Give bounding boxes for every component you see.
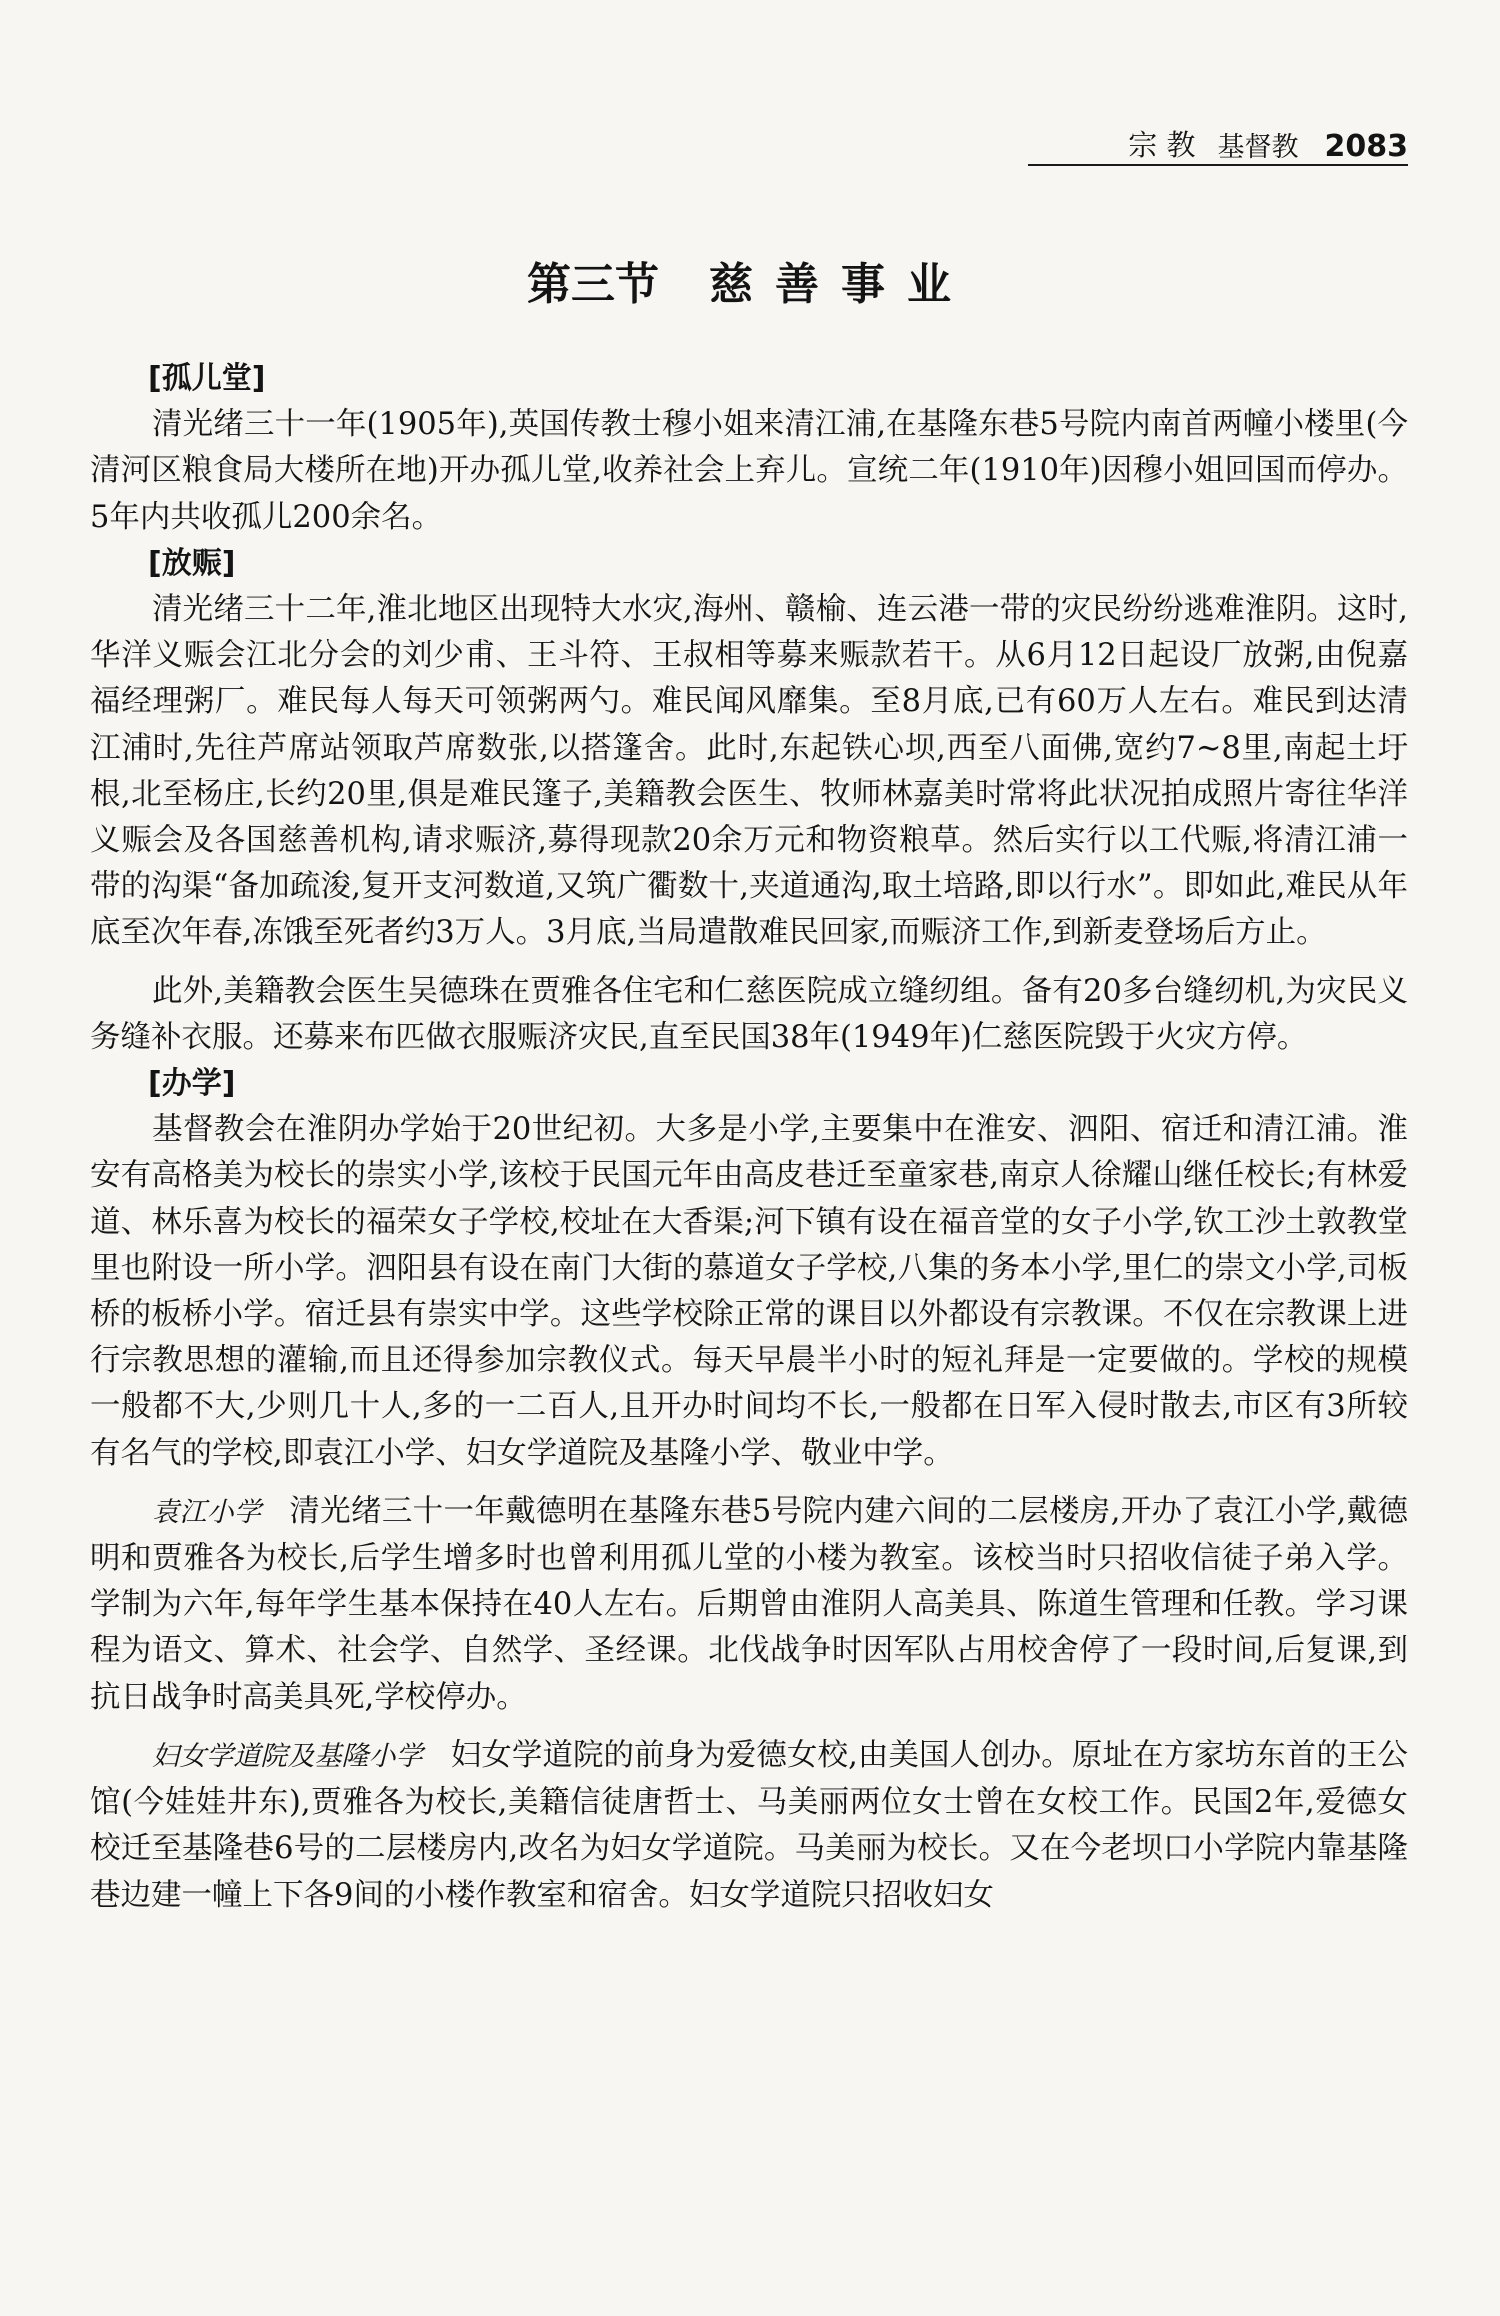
paragraph-schools-1: 基督教会在淮阴办学始于20世纪初。大多是小学,主要集中在淮安、泗阳、宿迁和清江浦。淮安有高格美为校长的崇实小学,该校于民国元年由高皮巷迁至童家巷,南京人徐耀山继任校长;有林爱道、林乐喜为校长的福荣女子学校,校址在大香渠;河下镇有设在福音堂的女子小学,钦工沙土敦教堂里也附设一所小学。泗阳县有设在南门大街的慕道女子学校,八集的务本小学,里仁的崇文小学,司板桥的板桥小学。宿迁县有崇实中学。这些学校除正常的课目以外都设有宗教课。不仅在宗教课上进行宗教思想的灌输,而且还得参加宗教仪式。每天早晨半小时的短礼拜是一定要做的。学校的规模一般都不大,少则几十人,多的一二百人,且开办时间均不长,一般都在日军入侵时散去,市区有3所较有名气的学校,即袁江小学、妇女学道院及基隆小学、敬业中学。: [90, 1112, 1408, 1471]
section-number: 第三节: [527, 259, 659, 310]
running-head-section: 宗 教: [1128, 128, 1196, 162]
paragraph-relief-1: 清光绪三十二年,淮北地区出现特大水灾,海州、赣榆、连云港一带的灾民纷纷逃难淮阴。这时,华洋义赈会江北分会的刘少甫、王斗符、王叔相等募来赈款若干。从6月12日起设厂放粥,由倪嘉福经理粥厂。难民每人每天可领粥两勺。难民闻风靡集。至8月底,已有60万人左右。难民到达清江浦时,先往芦席站领取芦席数张,以搭篷舍。此时,东起铁心坝,西至八面佛,宽约7~8里,南起土圩根,北至杨庄,长约20里,俱是难民篷子,美籍教会医生、牧师林嘉美时常将此状况拍成照片寄往华洋义赈会及各国慈善机构,请求赈济,募得现款20余万元和物资粮草。然后实行以工代赈,将清江浦一带的沟渠“备加疏浚,复开支河数道,又筑广衢数十,夹道通沟,取土培路,即以行水”。即如此,难民从年底至次年春,冻饿至死者约3万人。3月底,当局遣散难民回家,而赈济工作,到新麦登场后方止。: [90, 592, 1408, 951]
paragraph-orphanage: 清光绪三十一年(1905年),英国传教士穆小姐来清江浦,在基隆东巷5号院内南首两幢小楼里(今清河区粮食局大楼所在地)开办孤儿堂,收养社会上弃儿。宣统二年(1910年)因穆小姐回国而停办。5年内共收孤儿200余名。: [90, 407, 1408, 535]
page-number: 2083: [1324, 129, 1408, 164]
runin-yuanjiang-school: 袁江小学: [152, 1496, 262, 1528]
paragraph-womens-school: [90, 1733, 1408, 1919]
text-womens-school: 妇女学道院的前身为爱德女校,由美国人创办。原址在方家坊东首的王公馆(今娃娃井东),贾雅各为校长,美籍信徒唐哲士、马美丽两位女士曾在女校工作。民国2年,爱德女校迁至基隆巷6号的二层楼房内,改名为妇女学道院。马美丽为校长。又在今老坝口小学院内靠基隆巷边建一幢上下各9间的小楼作教室和宿舍。妇女学道院只招收妇女: [90, 1737, 1408, 1913]
running-head: [1028, 120, 1408, 166]
section-name: 慈善事业: [709, 259, 973, 310]
running-head-subsection: 基督教: [1217, 132, 1299, 163]
section-title: [0, 248, 1500, 312]
subheading-relief: [放赈]: [148, 545, 236, 581]
subheading-schools: [办学]: [148, 1066, 236, 1102]
paragraph-yuanjiang-school: [90, 1489, 1408, 1721]
runin-womens-school: 妇女学道院及基隆小学: [152, 1740, 423, 1772]
paragraph-relief-2: 此外,美籍教会医生吴德珠在贾雅各住宅和仁慈医院成立缝纫组。备有20多台缝纫机,为灾民义务缝补衣服。还募来布匹做衣服赈济灾民,直至民国38年(1949年)仁慈医院毁于火灾方停。: [90, 973, 1408, 1055]
subheading-orphanage: [孤儿堂]: [148, 361, 266, 396]
body-text: [90, 356, 1408, 1919]
text-yuanjiang-school: 清光绪三十一年戴德明在基隆东巷5号院内建六间的二层楼房,开办了袁江小学,戴德明和贾雅各为校长,后学生增多时也曾利用孤儿堂的小楼为教室。该校当时只招收信徒子弟入学。学制为六年,每年学生基本保持在40人左右。后期曾由淮阴人高美具、陈道生管理和任教。学习课程为语文、算术、社会学、自然学、圣经课。北伐战争时因军队占用校舍停了一段时间,后复课,到抗日战争时高美具死,学校停办。: [90, 1493, 1409, 1715]
